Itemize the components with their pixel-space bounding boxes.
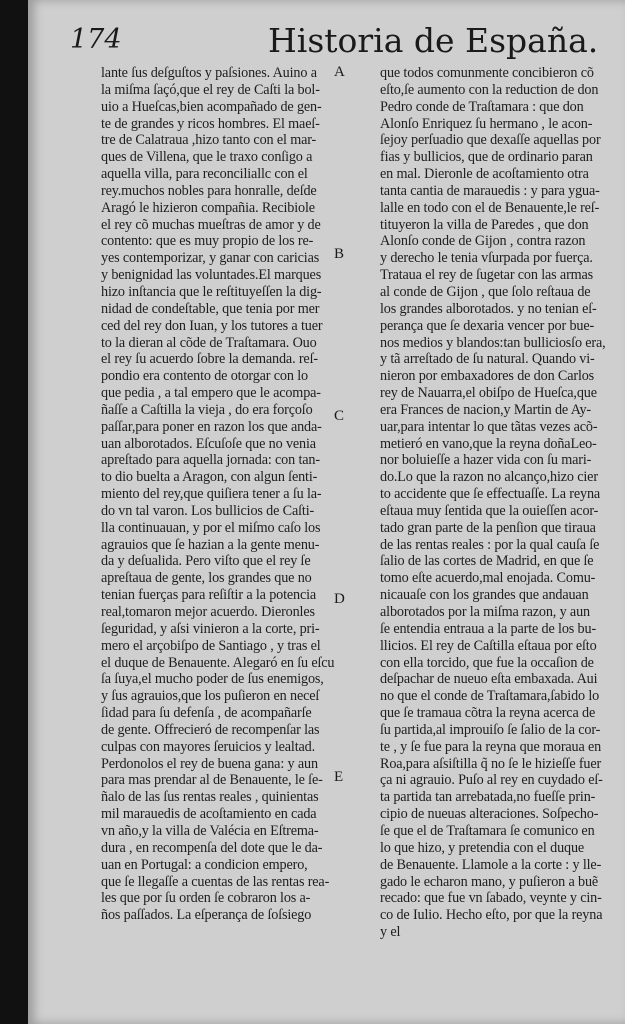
text-line: ſe entendia entraua a la parte de los bu- xyxy=(380,620,597,637)
text-line: pondio era contento de otorgar con lo xyxy=(101,368,308,385)
text-line: recado: que fue vn ſabado, veynte y cin- xyxy=(380,890,602,907)
text-line: Aragó le hizieron compañia. Recibiole xyxy=(101,199,315,216)
margin-marker-c: C xyxy=(334,408,345,424)
text-line: co de Iulio. Hecho eſto, por que la reyna xyxy=(380,907,603,924)
text-line: Alonſo Enriquez ſu hermano , le acon- xyxy=(380,115,593,132)
text-line: de las rentas reales : por la qual cauſa ſe xyxy=(380,536,600,553)
text-line: y el xyxy=(380,924,401,941)
margin-marker-a: A xyxy=(334,64,345,80)
text-line: tituyeron la villa de Paredes , que don xyxy=(380,216,589,233)
text-line: ſeguridad, y aſsi vinieron a la corte, pri- xyxy=(101,620,320,637)
text-line: to dio buelta a Aragon, con algun ſenti- xyxy=(101,469,318,486)
text-line: lalle en todo con el de Benauente,le reſ- xyxy=(380,199,600,216)
text-line: y ſus agrauios,que los puſieron en neceſ xyxy=(101,688,320,705)
text-line: que pedia , a tal empero que le acompa- xyxy=(101,385,321,402)
text-line: nidad de condeſtable, que tenia por mer xyxy=(101,300,320,317)
text-line: los grandes alborotados. y no tenian eſ- xyxy=(380,300,597,317)
text-line: paſſar,para poner en razon los que anda- xyxy=(101,418,322,435)
left-text-column xyxy=(101,65,365,924)
text-line: ſalio de las cortes de Madrid, en que ſe xyxy=(380,553,594,570)
text-line: ça ni agrauio. Puſo al rey en cuydado eſ- xyxy=(380,772,603,789)
text-line: uio a Hueſcas,bien acompañado de gen- xyxy=(101,98,322,115)
text-line: aquella villa, para reconciliallc con el xyxy=(101,166,308,183)
text-line: nos medios y blandos:tan bulliciosſo era, xyxy=(380,334,606,351)
text-line: y benignidad las voluntades.El marques xyxy=(101,267,322,284)
text-line: el duque de Benauente. Alegaró en ſu eſcu xyxy=(101,654,335,671)
text-line: y tã arreſtado de ſu natural. Quando vi- xyxy=(380,351,595,368)
text-line: yes contemporizar, y ganar con caricias xyxy=(101,250,320,267)
text-line: contento: que es muy propio de los re- xyxy=(101,233,314,250)
text-line: tenian fuerças para reſiſtir a la potencia xyxy=(101,587,317,604)
text-line: ced del rey don Iuan, y los tutores a tuer xyxy=(101,317,323,334)
text-line: rey.muchos nobles para honralle, deſde xyxy=(101,182,317,199)
text-line: gado le echaron mano, y puſieron a buẽ xyxy=(380,873,599,890)
margin-marker-d: D xyxy=(334,591,345,607)
text-line: perança que ſe dexaria vencer por bue- xyxy=(380,317,595,334)
text-line: el rey ſu acuerdo ſobre la demanda. reſ- xyxy=(101,351,318,368)
text-line: para mas prendar al de Benauente, le ſe- xyxy=(101,772,323,789)
text-line: agrauios que ſe hazian a la gente menu- xyxy=(101,536,320,553)
text-line: deſpachar de nueuo eſta embaxada. Aui xyxy=(380,671,598,688)
running-title: Historia de España. xyxy=(268,21,599,60)
text-line: uan alborotados. Eſcuſoſe que no venia xyxy=(101,435,316,452)
text-line: que ſe tramaua cõtra la reyna acerca de xyxy=(380,705,596,722)
text-line: nieron por embaxadores de don Carlos xyxy=(380,368,595,385)
text-line: en mal. Dieronle de acoſtamiento otra xyxy=(380,166,589,183)
text-line: y derecho le tenia vſurpada por fuerça. xyxy=(380,250,593,267)
margin-marker-b: B xyxy=(334,246,345,262)
text-line: te de grandes y ricos hombres. El maeſ- xyxy=(101,115,320,132)
text-line: uan en Portugal: a condicion empero, xyxy=(101,856,308,873)
page-number: 174 xyxy=(70,24,122,55)
text-line: lante ſus deſguſtos y paſsiones. Auino a xyxy=(101,65,317,81)
page-header xyxy=(70,21,599,62)
text-line: fias y bullicios, que de ordinario paran xyxy=(380,149,593,166)
text-line: ños paſſados. La eſperança de ſoſsiego xyxy=(101,907,312,924)
text-line: to accidente que ſe effectuaſſe. La reyna xyxy=(380,486,601,503)
text-line: llicios. El rey de Caſtilla eſtaua por eſto xyxy=(380,637,597,654)
text-line: miento del rey,que quiſiera tener a ſu la- xyxy=(101,486,322,503)
text-line: que todos comunmente concibieron cõ xyxy=(380,65,594,81)
text-line: mero el arçobiſpo de Santiago , y tras el xyxy=(101,637,321,654)
text-line: dura , en recompenſa del dote que le da- xyxy=(101,839,323,856)
text-line: tomo eſte acuerdo,mal enojada. Comu- xyxy=(380,570,596,587)
text-line: ta partida tan arrebatada,no fueſſe prin- xyxy=(380,789,596,806)
text-line: de gente. Offrecieró de recompenſar las xyxy=(101,721,320,738)
text-line: apreſtado para aquella jornada: con tan- xyxy=(101,452,320,469)
text-line: al conde de Gijon , que ſolo reſtaua de xyxy=(380,283,591,300)
right-text-column xyxy=(380,65,625,941)
text-line: real,tomaron mejor acuerdo. Dieronles xyxy=(101,604,315,620)
text-line: nicauaſe con los grandes que andauan xyxy=(380,587,589,604)
text-line: ñalo de las ſus rentas reales , quinientas xyxy=(101,789,319,806)
text-line: to la dieran al cõde de Traſtamara. Ouo xyxy=(101,334,317,351)
text-line: mil marauedis de acoſtamiento en cada xyxy=(101,806,317,823)
margin-marker-e: E xyxy=(334,769,344,785)
text-line: lla continuauan, y por el miſmo caſo los xyxy=(101,519,321,536)
text-line: metieró en vano,que la reyna doñaLeo- xyxy=(380,435,597,452)
text-line: la miſma ſaçó,que el rey de Caſti la bol- xyxy=(101,81,320,98)
text-line: vn año,y la villa de Valécia en Eſtrema- xyxy=(101,822,319,839)
text-line: culpas con mayores ſeruicios y lealtad. xyxy=(101,738,315,755)
text-line: apreſtaua de gente, los grandes que no xyxy=(101,570,312,587)
text-line: nor boluieſſe a hazer vida con ſu mari- xyxy=(380,452,592,469)
text-line: Pedro conde de Traſtamara : que don xyxy=(380,98,584,115)
text-line: do.Lo que la razon no alcanço,hizo cier xyxy=(380,469,598,486)
text-line: do vn tal varon. Los bullicios de Caſti- xyxy=(101,502,315,519)
text-line: no que el conde de Traſtamara,ſabido lo xyxy=(380,688,600,705)
text-line: Roa,para aſsiſtilla q̃ no ſe le hizieſſe fuer xyxy=(380,755,602,772)
text-line: Perdonolos el rey de buena gana: y aun xyxy=(101,755,318,772)
text-line: ſe que el de Traſtamara ſe comunico en xyxy=(380,822,595,839)
text-line: da y deſualida. Pero viſto que el rey ſe xyxy=(101,553,311,570)
text-line: te , y ſe fue para la reyna que moraua en xyxy=(380,738,602,755)
text-line: de Benauente. Llamole a la corte : y lle- xyxy=(380,856,602,873)
book-page xyxy=(28,0,625,1024)
text-line: uar,para intentar lo que tãtas vezes acõ- xyxy=(380,418,598,435)
text-line: les que por ſu orden ſe cobraron los a- xyxy=(101,890,311,907)
text-line: ſidad para ſu defenſa , de acompañarſe xyxy=(101,705,312,722)
text-line: Alonſo conde de Gijon , contra razon xyxy=(380,233,586,250)
text-line: rey de Nauarra,el obiſpo de Hueſca,que xyxy=(380,385,597,402)
text-line: con ella torcido, que fue la occaſion de xyxy=(380,654,594,671)
text-line: Trataua el rey de ſugetar con las armas xyxy=(380,267,594,284)
text-line: ñaſſe a Caſtilla la vieja , do era forçoſo xyxy=(101,401,313,418)
text-line: tre de Calatraua ,hizo tanto con el mar- xyxy=(101,132,317,149)
text-line: ſu partida,al improuiſo ſe ſalio de la cor- xyxy=(380,721,601,738)
text-line: hizo inſtancia que le reſtituyeſſen la dig- xyxy=(101,283,322,300)
text-line: cipio de nueuas alteraciones. Soſpecho- xyxy=(380,806,599,823)
text-line: el rey cõ muchas mueſtras de amor y de xyxy=(101,216,321,233)
text-line: tanta cantia de marauedis : y para ygua- xyxy=(380,182,600,199)
text-line: ſejoy perſuadio que dexaſſe aquellas por xyxy=(380,132,601,149)
text-line: era Frances de nacion,y Martin de Ay- xyxy=(380,401,592,418)
text-line: eſto,ſe aumento con la reduction de don xyxy=(380,81,599,98)
text-line: tado gran parte de la penſion que tiraua xyxy=(380,519,596,536)
text-line: alborotados por la miſma razon, y aun xyxy=(380,604,590,620)
text-line: lo que hizo, y pretendia con el duque xyxy=(380,839,585,856)
text-line: eſtaua muy ſentida que la ouieſſen acor- xyxy=(380,502,599,519)
text-line: ques de Villena, que le traxo conſigo a xyxy=(101,149,313,166)
text-line: que ſe llegaſſe a cuentas de las rentas rea- xyxy=(101,873,330,890)
text-line: ſa ſuya,el mucho poder de ſus enemigos, xyxy=(101,671,324,688)
